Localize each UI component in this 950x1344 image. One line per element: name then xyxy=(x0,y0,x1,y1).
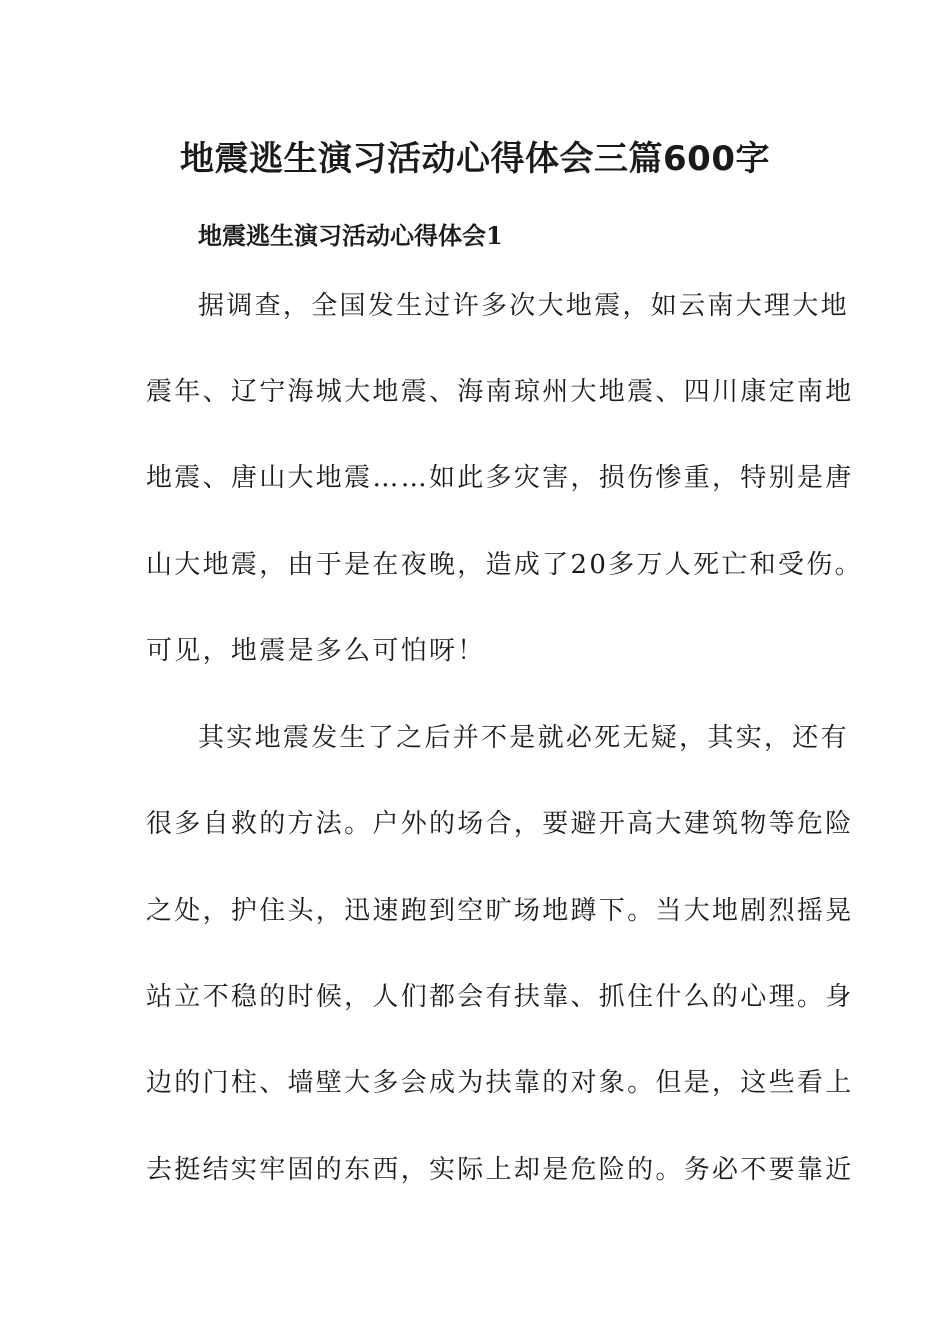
document-title: 地震逃生演习活动心得体会三篇600字 xyxy=(180,139,770,179)
paragraph-2-line-1: 其实地震发生了之后并不是就必死无疑，其实，还有 xyxy=(198,723,849,753)
paragraph-1-line-4: 山大地震，由于是在夜晚，造成了20多万人死亡和受伤。 xyxy=(146,550,863,580)
paragraph-2-line-3: 之处，护住头，迅速跑到空旷场地蹲下。当大地剧烈摇晃 xyxy=(146,896,854,926)
section-heading: 地震逃生演习活动心得体会1 xyxy=(198,221,503,250)
paragraph-1-line-2: 震年、辽宁海城大地震、海南琼州大地震、四川康定南地 xyxy=(146,377,854,407)
paragraph-1-line-1: 据调查，全国发生过许多次大地震，如云南大理大地 xyxy=(198,291,849,321)
paragraph-2-line-2: 很多自救的方法。户外的场合，要避开高大建筑物等危险 xyxy=(146,809,854,839)
paragraph-2-line-6: 去挺结实牢固的东西，实际上却是危险的。务必不要靠近 xyxy=(146,1155,854,1185)
paragraph-2-line-4: 站立不稳的时候，人们都会有扶靠、抓住什么的心理。身 xyxy=(146,982,854,1012)
paragraph-1-line-5: 可见，地震是多么可怕呀！ xyxy=(146,636,486,666)
paragraph-2-line-5: 边的门柱、墙壁大多会成为扶靠的对象。但是，这些看上 xyxy=(146,1068,854,1098)
paragraph-1-line-3: 地震、唐山大地震……如此多灾害，损伤惨重，特别是唐 xyxy=(146,463,854,493)
